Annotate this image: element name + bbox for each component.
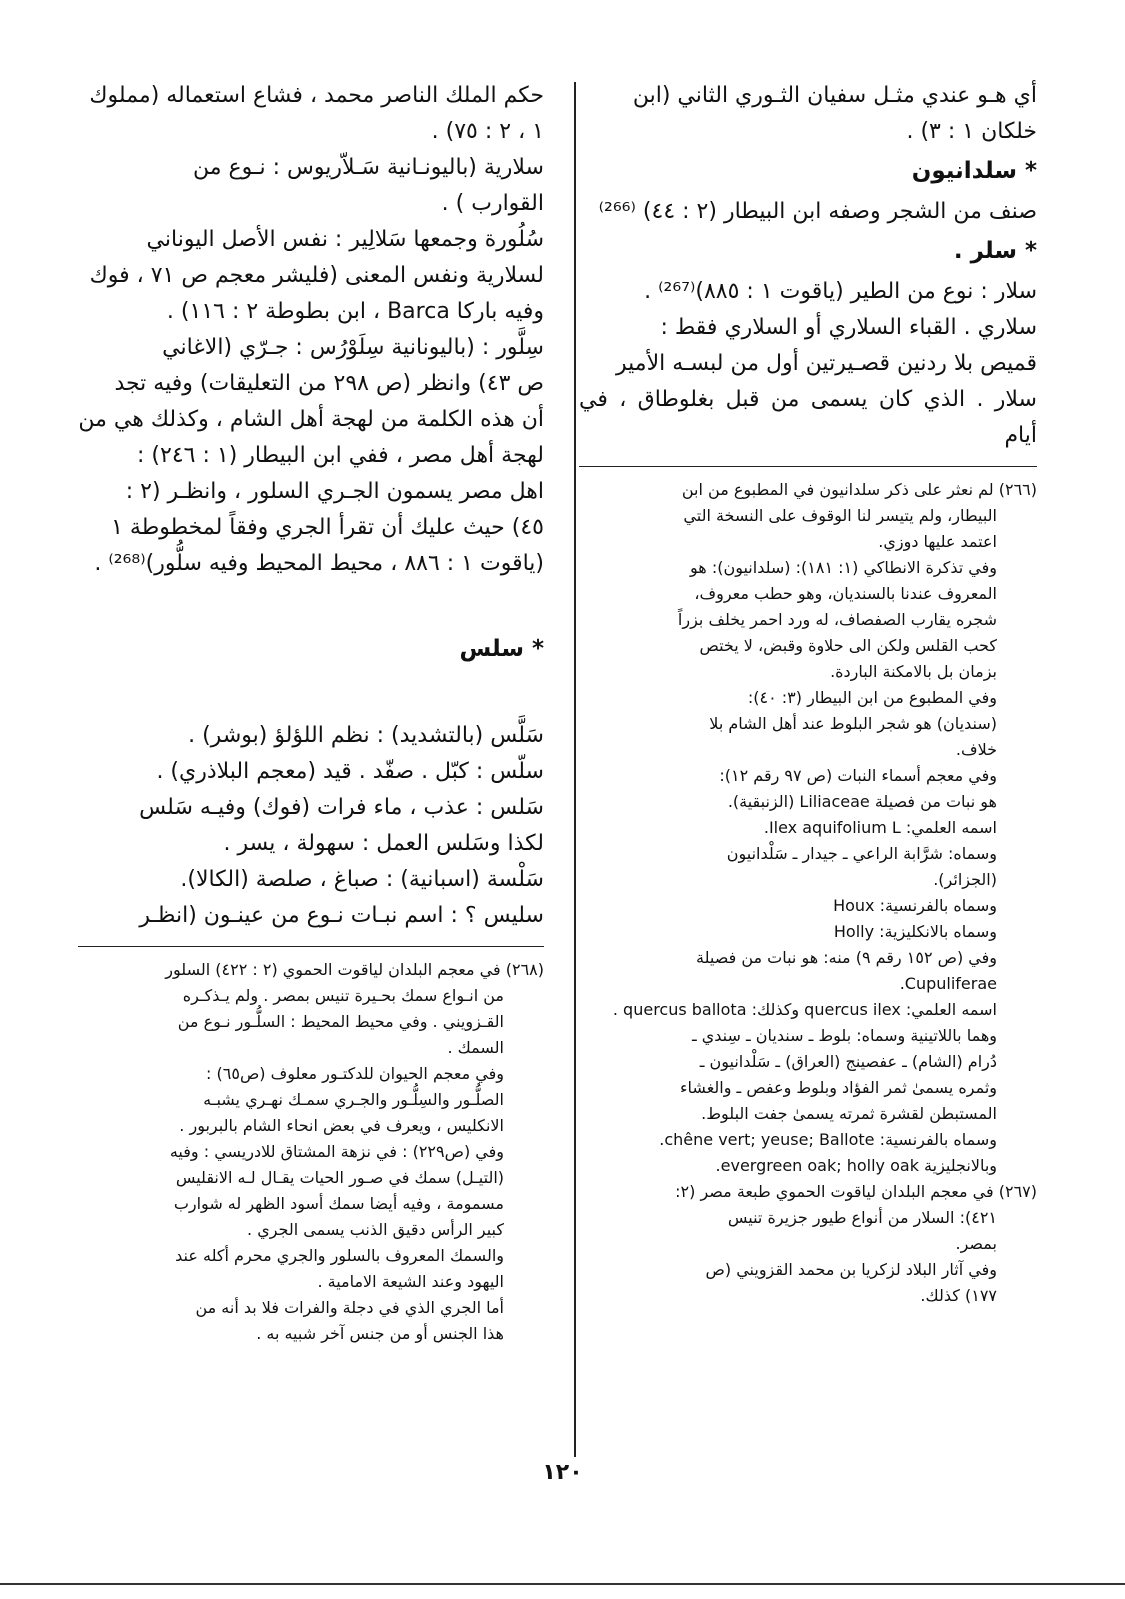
footnotes-right xyxy=(579,477,1037,1309)
body-line: سِلَّور : (باليونانية سِلَوْرُس : جـرّي (الاغاني xyxy=(162,335,544,360)
entry-text: سلاري . القباء السلاري أو السلاري فقط : xyxy=(660,315,1037,340)
footnote-line: وفي المطبوع من ابن البيطار (۳: ٤۰): xyxy=(747,688,997,707)
footnote-line: بمصر. xyxy=(955,1234,997,1253)
footnote-line: (التيـل) سمك في صـور الحيات يقـال لـه الانقليس xyxy=(175,1168,504,1187)
intro-line: خلكان ۱ : ۳) . xyxy=(906,119,1037,144)
right-column xyxy=(579,78,1037,1309)
footnote-line: من انـواع سمك بحـيرة تنيس بمصر . ولم يـذكـره xyxy=(182,986,504,1005)
footnote-line: وفي معجم الحيوان للدكتـور معلوف (ص٦٥) : xyxy=(206,1064,504,1083)
entry-text: صنف من الشجر وصفه ابن البيطار (۲ : ٤٤) ⁽²⁶⁶⁾ xyxy=(598,199,1037,224)
body-line: القوارب ) . xyxy=(441,191,544,216)
body-line: (ياقوت ۱ : ۸۸٦ ، محيط المحيط وفيه سلُّور)⁽²⁶⁸⁾ . xyxy=(94,551,544,576)
footnote-line: وفي تذكرة الانطاكي (۱: ۱۸۱): (سلدانيون): هو xyxy=(690,558,997,577)
footnote-line: والسمك المعروف بالسلور والجري محرم أكله عند xyxy=(175,1246,504,1265)
left-column xyxy=(78,78,544,1347)
footnote-line: وفي (ص ۱٥۲ رقم ۹) منه: هو نبات من فصيلة xyxy=(696,948,997,967)
footnote-line: دُرام (الشام) ـ عفصينج (العراق) ـ سَلْدانيون ـ xyxy=(699,1052,997,1071)
footnote-line: الانكليس ، ويعرف في بعض انحاء الشام بالبربور . xyxy=(179,1116,504,1135)
footnote-line: المستبطن لقشرة ثمرته يسمىٰ جفت البلوط. xyxy=(701,1104,997,1123)
footnote-line: كحب القلس ولكن الى حلاوة وقبض، لا يختص xyxy=(699,636,997,655)
footnote-line: اعتمد عليها دوزي. xyxy=(878,532,997,551)
footnote-line: (سنديان) هو شجر البلوط عند أهل الشام بلا xyxy=(709,714,997,733)
footnote-line: (۲٦۸) في معجم البلدان لياقوت الحموي (۲ : ٤۲۲) السلور xyxy=(165,960,544,979)
footnote-line: (الجزائر). xyxy=(933,870,997,889)
body-line: اهل مصر يسمون الجـري السلور ، وانظـر (۲ : xyxy=(125,479,544,504)
footnote-line: أما الجري الذي في دجلة والفرات فلا بد أنه من xyxy=(195,1298,504,1317)
footnote-line: الصلُّـور والسِلُّـور والجـري سمـك نهـري يشبـه xyxy=(203,1090,504,1109)
footnotes-left xyxy=(78,957,544,1347)
body-line: سلارية (باليونـانية سَـلاّريوس : نـوع من xyxy=(193,155,544,180)
footnote-line: ۱۷۷) كذلك. xyxy=(920,1286,997,1305)
entry-heading-saldaniyun: * سلدانيون xyxy=(911,158,1037,184)
page-number: ۱۲۰ xyxy=(542,1460,583,1485)
footnote-line: ٤۲۱): السلار من أنواع طيور جزيرة تنيس xyxy=(727,1208,997,1227)
body-line: سُلُورة وجمعها سَلالِير : نفس الأصل اليوناني xyxy=(146,227,544,252)
footnote-line: اسمه العلمي: quercus ilex وكذلك: quercus ballota . xyxy=(612,1000,997,1019)
body-line: ص ٤۳) وانظر (ص ۲۹۸ من التعليقات) وفيه تجد xyxy=(114,371,544,396)
footnote-rule xyxy=(78,946,544,947)
footnote-line: وثمره يسمىٰ ثمر الفؤاد وبلوط وعفص ـ والغشاء xyxy=(680,1078,997,1097)
footnote-line: وفي معجم أسماء النبات (ص ۹۷ رقم ۱۲): xyxy=(719,766,997,785)
footnote-line: مسمومة ، وفيه أيضا سمك أسود الظهر له شوارب xyxy=(173,1194,504,1213)
footnote-line: هو نبات من فصيلة Liliaceae (الزنبقية). xyxy=(727,792,997,811)
body-line: ٤٥) حيث عليك أن تقرأ الجري وفقاً لمخطوطة ۱ xyxy=(111,515,544,540)
footnote-line: المعروف عندنا بالسنديان، وهو حطب معروف، xyxy=(694,584,997,603)
footnote-line: كبير الرأس دقيق الذنب يسمى الجري . xyxy=(247,1220,504,1239)
footnote-line: وبالانجليزية evergreen oak; holly oak. xyxy=(715,1156,997,1175)
footnote-line: القـزويني . وفي محيط المحيط : السلُّـور نـوع من xyxy=(177,1012,504,1031)
body-line: سليس ؟ : اسم نبـات نـوع من عينـون (انظـر xyxy=(139,903,544,928)
body-line: أن هذه الكلمة من لهجة أهل الشام ، وكذلك هي من xyxy=(78,407,544,432)
footnote-line: خلاف. xyxy=(955,740,997,759)
body-line: لكذا وسَلس العمل : سهولة ، يسر . xyxy=(223,831,544,856)
footnote-rule xyxy=(579,466,1037,467)
body-line: سَلس : عذب ، ماء فرات (فوك) وفيـه سَلس xyxy=(139,795,544,820)
body-line: ۱ ، ۲ : ۷٥) . xyxy=(431,119,544,144)
footnote-line: (۲٦٦) لم نعثر على ذكر سلدانيون في المطبوع من ابن xyxy=(681,480,1037,499)
footnote-line: اسمه العلمي: Ilex aquifolium L. xyxy=(763,818,997,837)
body-line: سلّس : كبّل . صفّد . قيد (معجم البلاذري) . xyxy=(156,759,544,784)
entry-text: قميص بلا ردنين قصـيرتين أول من لبسـه الأمير xyxy=(616,351,1037,376)
body-line: لهجة أهل مصر ، ففي ابن البيطار (۱ : ۲٤٦) : xyxy=(137,443,544,468)
body-line: لسلارية ونفس المعنى (فليشر معجم ص ۷۱ ، فوك xyxy=(89,263,544,288)
entry-text: سلار : نوع من الطير (ياقوت ۱ : ۸۸٥)⁽²⁶⁷⁾ . xyxy=(644,279,1037,304)
body-line: سَلْسة (اسبانية) : صباغ ، صلصة (الكالا). xyxy=(180,867,544,892)
entry-heading-salas: * سلس xyxy=(459,636,544,662)
bottom-edge-line xyxy=(0,1583,1125,1585)
footnote-line: وسماه بالفرنسية: chêne vert; yeuse; Ballote. xyxy=(659,1130,997,1149)
footnote-line: وسماه بالانكليزية: Holly xyxy=(833,922,997,941)
body-line: سَلَّس (بالتشديد) : نظم اللؤلؤ (بوشر) . xyxy=(188,723,544,748)
footnote-line: السمك . xyxy=(447,1038,504,1057)
footnote-line: وهما باللاتينية وسماه: بلوط ـ سنديان ـ سِندي ـ xyxy=(691,1026,997,1045)
body-line: حكم الملك الناصر محمد ، فشاع استعماله (مملوك xyxy=(89,83,544,108)
footnote-line: شجره يقارب الصفصاف، له ورد احمر يخلف بزراً xyxy=(677,610,997,629)
footnote-line: البيطار، ولم يتيسر لنا الوقوف على النسخة التي xyxy=(683,506,997,525)
footnote-line: Cupuliferae. xyxy=(899,974,997,993)
footnote-line: وفي آثار البلاد لزكريا بن محمد القزويني (ص xyxy=(705,1260,997,1279)
footnote-line: (۲٦۷) في معجم البلدان لياقوت الحموي طبعة مصر (۲: xyxy=(675,1182,1037,1201)
footnote-line: بزمان بل بالامكنة الباردة. xyxy=(830,662,997,681)
intro-line: أي هـو عندي مثـل سفيان الثـوري الثاني (ابن xyxy=(632,83,1037,108)
footnote-line: وسماه: شرَّابة الراعي ـ جيدار ـ سَلْدانيون xyxy=(726,844,997,863)
footnote-line: هذا الجنس أو من جنس آخر شبيه به . xyxy=(256,1324,504,1343)
entry-heading-salar: * سلر . xyxy=(953,238,1037,264)
column-divider xyxy=(574,82,576,1457)
footnote-line: وسماه بالفرنسية: Houx xyxy=(833,896,997,915)
footnote-line: وفي (ص۲۲۹) : في نزهة المشتاق للادريسي : وفيه xyxy=(169,1142,504,1161)
body-line: وفيه باركا Barca ، ابن بطوطة ۲ : ۱۱٦) . xyxy=(166,299,544,324)
entry-text: سلار . الذي كان يسمى من قبل بغلوطاق ، في أيام xyxy=(579,387,1037,448)
footnote-line: اليهود وعند الشيعة الامامية . xyxy=(317,1272,504,1291)
